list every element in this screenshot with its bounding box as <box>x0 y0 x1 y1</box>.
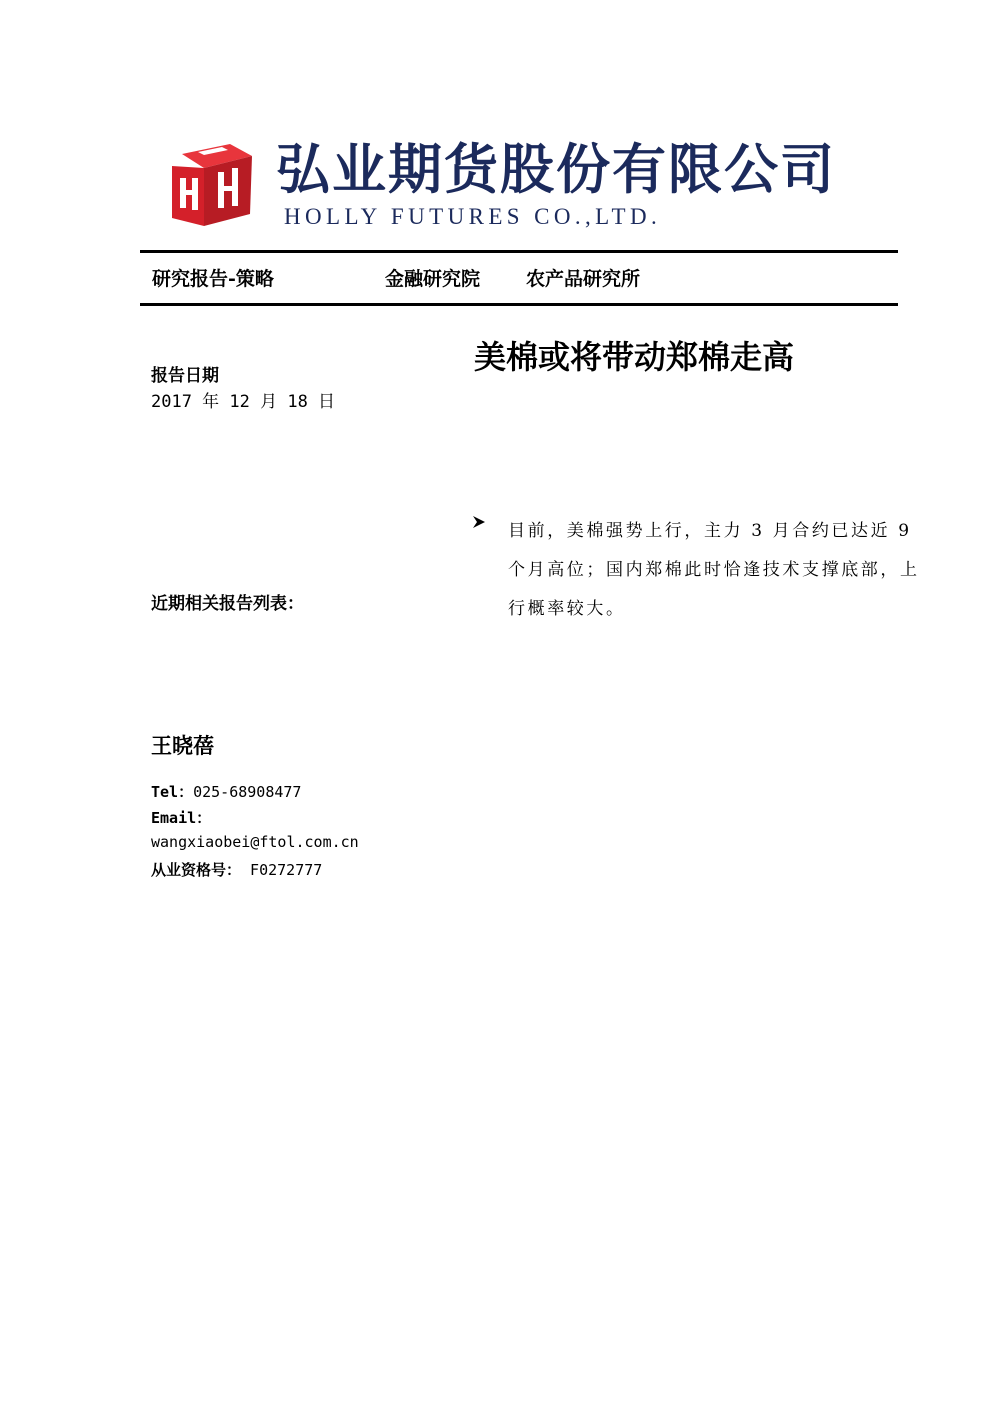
department-agriculture: 农产品研究所 <box>526 268 641 290</box>
author-email <box>151 833 359 851</box>
report-date-value: 2017 年 12 月 18 日 <box>151 392 336 412</box>
author-name: 王晓蓓 <box>151 733 214 758</box>
report-type: 研究报告-策略 <box>152 268 274 290</box>
email-label: Email： <box>151 809 212 827</box>
report-date-label: 报告日期 <box>151 366 219 386</box>
email-value: wangxiaobei@ftol.com.cn <box>151 833 359 851</box>
author-license <box>151 859 322 880</box>
author-email-label-row <box>151 807 211 828</box>
company-name-en: HOLLY FUTURES CO.,LTD. <box>284 204 662 229</box>
report-title: 美棉或将带动郑棉走高 <box>474 338 795 376</box>
cube-logo-icon <box>168 142 254 228</box>
tel-value: 025-68908477 <box>193 783 302 801</box>
department-financial: 金融研究院 <box>385 268 481 290</box>
license-label: 从业资格号： <box>151 861 242 879</box>
related-reports-label: 近期相关报告列表： <box>151 594 304 614</box>
author-tel <box>151 781 301 802</box>
header-bottom-rule <box>140 303 898 306</box>
company-name-cn: 弘业期货股份有限公司 <box>276 137 836 201</box>
license-value: F0272777 <box>250 861 323 879</box>
summary-text: 目前，美棉强势上行，主力 3 月合约已达近 9 个月高位；国内郑棉此时恰逢技术支撑底部，上行概率较大。 <box>508 521 920 619</box>
company-logo <box>168 137 848 232</box>
tel-label: Tel： <box>151 783 194 801</box>
arrow-bullet-icon <box>472 515 486 529</box>
header-top-rule <box>140 250 898 253</box>
